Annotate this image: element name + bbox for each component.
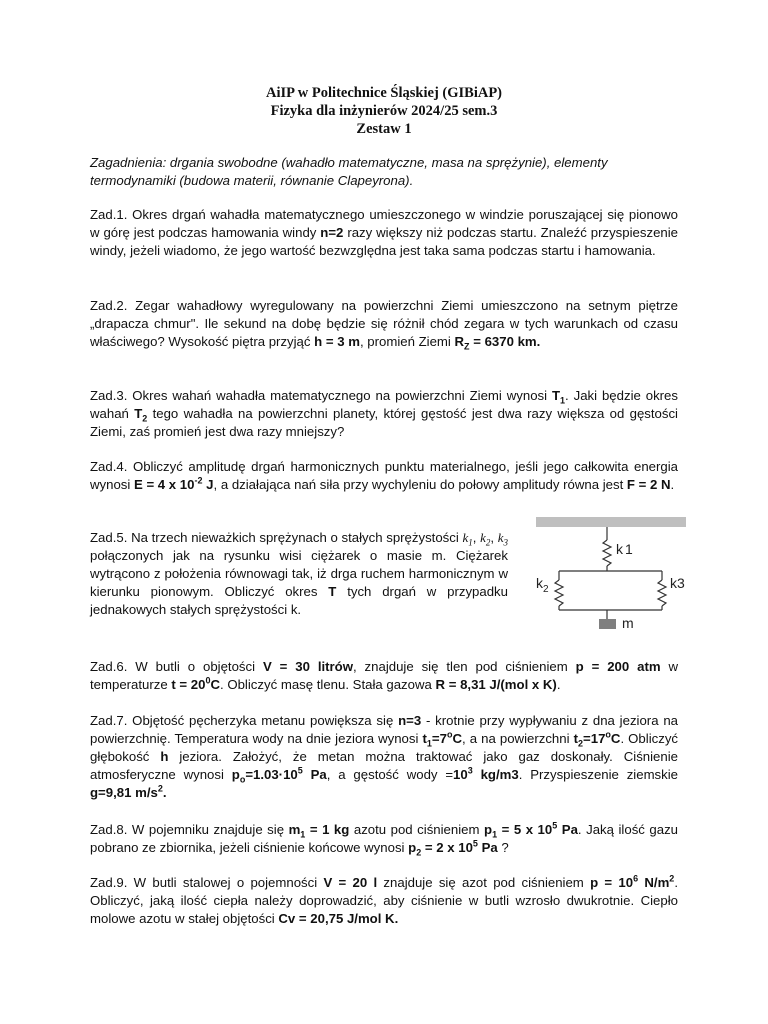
- header-set-title: Zestaw 1: [356, 121, 412, 137]
- task-8-p1-subscript: 1: [492, 829, 498, 840]
- ceiling-bar: [536, 517, 686, 527]
- mass-block: [599, 619, 616, 629]
- task-6-text-cont: , znajduje się tlen pod ciśnieniem: [352, 659, 576, 674]
- task-5-k1-symbol: k: [462, 530, 469, 545]
- spring-system-figure: [536, 516, 686, 634]
- task-4: [90, 458, 678, 494]
- task-4-text-cont: , a działająca nań siła przy wychyleniu do połowy amplitudy równa jest: [213, 477, 627, 492]
- task-3-t1-subscript: 1: [560, 395, 566, 406]
- task-7-h-symbol: h: [160, 749, 169, 764]
- task-9-pressure-unit: N/m: [638, 875, 670, 890]
- task-8-p2-subscript: 2: [416, 847, 422, 858]
- task-8-text-question: . Jaką ilość gazu pobrano ze zbiornika, jeżeli ciśnienie końcowe wynosi: [90, 822, 679, 855]
- task-8-mass-symbol: m: [288, 822, 301, 837]
- task-3-t2-symbol: T: [134, 406, 143, 421]
- task-7-t2-value: =17: [583, 731, 606, 746]
- task-7-t1-value: =7: [431, 731, 447, 746]
- task-6-temp-value: t = 20: [171, 677, 206, 692]
- spring-k1: [603, 527, 611, 571]
- task-7-text-gas: jeziora. Założyć, że metan można traktować jako gaz doskonały. Ciśnienie atmosferyczne wynosi: [90, 749, 678, 782]
- task-8-p2-unit: Pa: [477, 840, 498, 855]
- task-6-text-gas: . Obliczyć masę tlenu. Stała gazowa: [220, 677, 436, 692]
- task-7-t2-symbol: t: [573, 731, 579, 746]
- task-6-text-temp: w temperaturze: [90, 659, 679, 692]
- task-6-gas-constant: R = 8,31 J/(mol x K): [435, 677, 557, 692]
- task-7-t1-degree: o: [446, 729, 453, 740]
- task-8-text-cont: azotu pod ciśnieniem: [349, 822, 484, 837]
- task-9-period: .: [394, 911, 399, 926]
- figure-label-m: m: [622, 615, 634, 631]
- task-8: [90, 821, 678, 857]
- task-6-pressure-value: p = 200 atm: [575, 659, 661, 674]
- header-institution: AiIP w Politechnice Śląskiej (GIBiAP): [265, 85, 502, 101]
- task-7-t2-subscript: 2: [578, 738, 584, 749]
- task-4-energy-unit: J: [202, 477, 214, 492]
- figure-label-k3: k3: [670, 575, 685, 591]
- task-5-text-end: tych drgań w przypadku jednakowych stałych sprężystości k.: [90, 584, 508, 617]
- task-4-energy-value: E = 4 x 10: [133, 477, 195, 492]
- task-2-r-subscript: Z: [464, 341, 470, 352]
- task-7-period: .: [162, 785, 167, 800]
- task-2-text-cont: , promień Ziemi: [359, 334, 455, 349]
- header-course: Fizyka dla inżynierów 2024/25 sem.3: [270, 103, 498, 119]
- task-6: [90, 658, 678, 694]
- task-7-p0-symbol: p: [231, 767, 240, 782]
- task-6-temp-unit: C: [210, 677, 221, 692]
- task-7-t2-unit: C: [610, 731, 621, 746]
- task-3-t2-subscript: 2: [142, 413, 148, 424]
- task-5: [90, 529, 508, 619]
- task-2-period: .: [536, 334, 541, 349]
- task-7-text-depth: . Obliczyć głębokość: [90, 731, 679, 764]
- task-7-t1-subscript: 1: [426, 738, 432, 749]
- task-7: [90, 712, 678, 802]
- spring-k3: [658, 571, 666, 610]
- task-7-n-value: n=3: [398, 713, 422, 728]
- task-8-p2-symbol: p: [408, 840, 417, 855]
- task-3-t1-symbol: T: [551, 388, 561, 403]
- task-8-p1-exponent: 5: [552, 820, 558, 831]
- task-9: [90, 874, 678, 928]
- task-5-text: Zad.5. Na trzech nieważkich sprężynach o stałych sprężystości: [90, 530, 463, 545]
- task-1: [90, 206, 678, 260]
- task-4-period: .: [670, 477, 675, 492]
- task-7-density-exponent: 3: [467, 765, 473, 776]
- topics-paragraph: Zagadnienia: drgania swobodne (wahadło matematyczne, masa na sprężynie), elementy termodynamiki (budowa materii, równanie Clapeyrona).: [90, 155, 608, 188]
- task-9-text-heat: . Obliczyć, jaką ilość ciepła należy doprowadzić, aby ciśnienie w butli wzrosło dwukrotnie. Ciepło molowe azotu w stałej objętości: [90, 875, 678, 926]
- task-7-text-gravity: . Przyspieszenie ziemskie: [518, 767, 679, 782]
- task-2-r-value: = 6370 km: [469, 334, 537, 349]
- task-7-text-surface: , a na powierzchni: [462, 731, 574, 746]
- task-8-p1-symbol: p: [484, 822, 493, 837]
- task-9-cv-value: Cv = 20,75 J/mol K: [278, 911, 395, 926]
- task-3-text-cont: . Jaki będzie okres wahań: [90, 388, 678, 421]
- task-7-density-unit: kg/m3: [472, 767, 519, 782]
- task-3-text-end: tego wahadła na powierzchni planety, której gęstość jest dwa razy większa od gęstości Ziemi, zaś promień jest dwa razy mniejszy?: [90, 406, 678, 439]
- task-3: [90, 387, 678, 441]
- task-5-k3-symbol: k: [497, 530, 504, 545]
- task-9-pressure-value: p = 10: [590, 875, 634, 890]
- task-5-k1-subscript: 1: [468, 537, 473, 548]
- task-5-separator: ,: [472, 530, 481, 545]
- task-9-pressure-unit-exponent: 2: [669, 873, 675, 884]
- task-3-text: Zad.3. Okres wahań wahadła matematycznego na powierzchni Ziemi wynosi: [90, 388, 552, 403]
- task-9-volume-value: V = 20 l: [323, 875, 378, 890]
- task-7-t1-unit: C: [452, 731, 462, 746]
- task-8-mass-value: = 1 kg: [305, 822, 350, 837]
- document-header: [0, 84, 768, 138]
- task-7-text-density: , a gęstość wody =: [326, 767, 454, 782]
- task-2-h-value: h = 3 m: [314, 334, 360, 349]
- task-4-text: Zad.4. Obliczyć amplitudę drgań harmonicznych punktu materialnego, jeśli jego całkowita energia wynosi: [90, 459, 678, 492]
- task-8-p1-unit: Pa: [557, 822, 578, 837]
- task-7-density-value: 10: [453, 767, 468, 782]
- figure-label-k1: k 1: [616, 541, 633, 557]
- task-9-text: Zad.9. W butli stalowej o pojemności: [90, 875, 324, 890]
- task-9-text-cont: znajduje się azot pod ciśnieniem: [377, 875, 591, 890]
- task-1-n-value: n=2: [320, 225, 344, 240]
- task-8-p2-value: = 2 x 10: [421, 840, 473, 855]
- task-1-text: Zad.1. Okres drgań wahadła matematycznego umieszczonego w windzie poruszającej się pionowo w górę jest podczas hamowania windy: [90, 207, 678, 240]
- task-8-p1-value: = 5 x 10: [497, 822, 553, 837]
- task-6-text: Zad.6. W butli o objętości: [90, 659, 263, 674]
- task-7-p0-exponent: 5: [297, 765, 303, 776]
- task-7-gravity-value: g=9,81 m/s: [90, 785, 158, 800]
- task-1-text-cont: razy większy niż podczas startu. Znaleźć przyspieszenie windy, jeżeli wiadomo, że jego wartość bezwzględna jest taka sama podczas startu i hamowania.: [90, 225, 678, 258]
- task-6-temp-degree: 0: [205, 675, 211, 686]
- task-8-text: Zad.8. W pojemniku znajduje się: [90, 822, 289, 837]
- task-7-p0-unit: Pa: [302, 767, 327, 782]
- task-4-energy-exponent: -2: [194, 475, 203, 486]
- task-5-text-cont: połączonych jak na rysunku wisi ciężarek o masie m. Ciężarek wytrącono z położenia równowagi tak, iż drga ruchem harmonicznym w kierunku pionowym. Obliczyć okres: [90, 548, 508, 599]
- task-5-k2-symbol: k: [480, 530, 486, 545]
- task-7-gravity-exponent: 2: [157, 783, 163, 794]
- task-8-p2-exponent: 5: [472, 838, 478, 849]
- figure-label-k2: $k_2$: [536, 575, 549, 595]
- task-5-k2-subscript: 2: [485, 537, 491, 548]
- task-7-t1-symbol: t: [422, 731, 427, 746]
- task-8-question-mark: ?: [497, 840, 509, 855]
- task-8-mass-subscript: 1: [300, 829, 306, 840]
- task-6-volume-value: V = 30 litrów: [262, 659, 353, 674]
- task-5-separator: ,: [490, 530, 498, 545]
- task-4-force-value: F = 2 N: [626, 477, 671, 492]
- task-5-k3-subscript: 3: [503, 537, 508, 548]
- task-6-period: .: [556, 677, 561, 692]
- task-7-p0-subscript: o: [239, 774, 246, 785]
- task-7-p0-value: =1.03·10: [245, 767, 298, 782]
- task-2-r-symbol: R: [454, 334, 465, 349]
- spring-k2: [555, 571, 563, 610]
- task-7-text-cont: - krotnie przy wypływaniu z dna jeziora na powierzchnię. Temperatura wody na dnie jeziora wynosi: [90, 713, 678, 746]
- task-2: [90, 297, 678, 351]
- task-7-text: Zad.7. Objętość pęcherzyka metanu powiększa się: [90, 713, 399, 728]
- task-7-t2-degree: o: [605, 729, 611, 740]
- task-9-pressure-exponent: 6: [633, 873, 639, 884]
- task-2-text: Zad.2. Zegar wahadłowy wyregulowany na powierzchni Ziemi umieszczono na setnym piętrze „drapacza chmur". Ile sekund na dobę będzie się różnił chód zegara w tych warunkach od czasu właściwego? Wysokość piętra przyjąć: [90, 298, 678, 349]
- task-5-t-symbol: T: [328, 584, 337, 599]
